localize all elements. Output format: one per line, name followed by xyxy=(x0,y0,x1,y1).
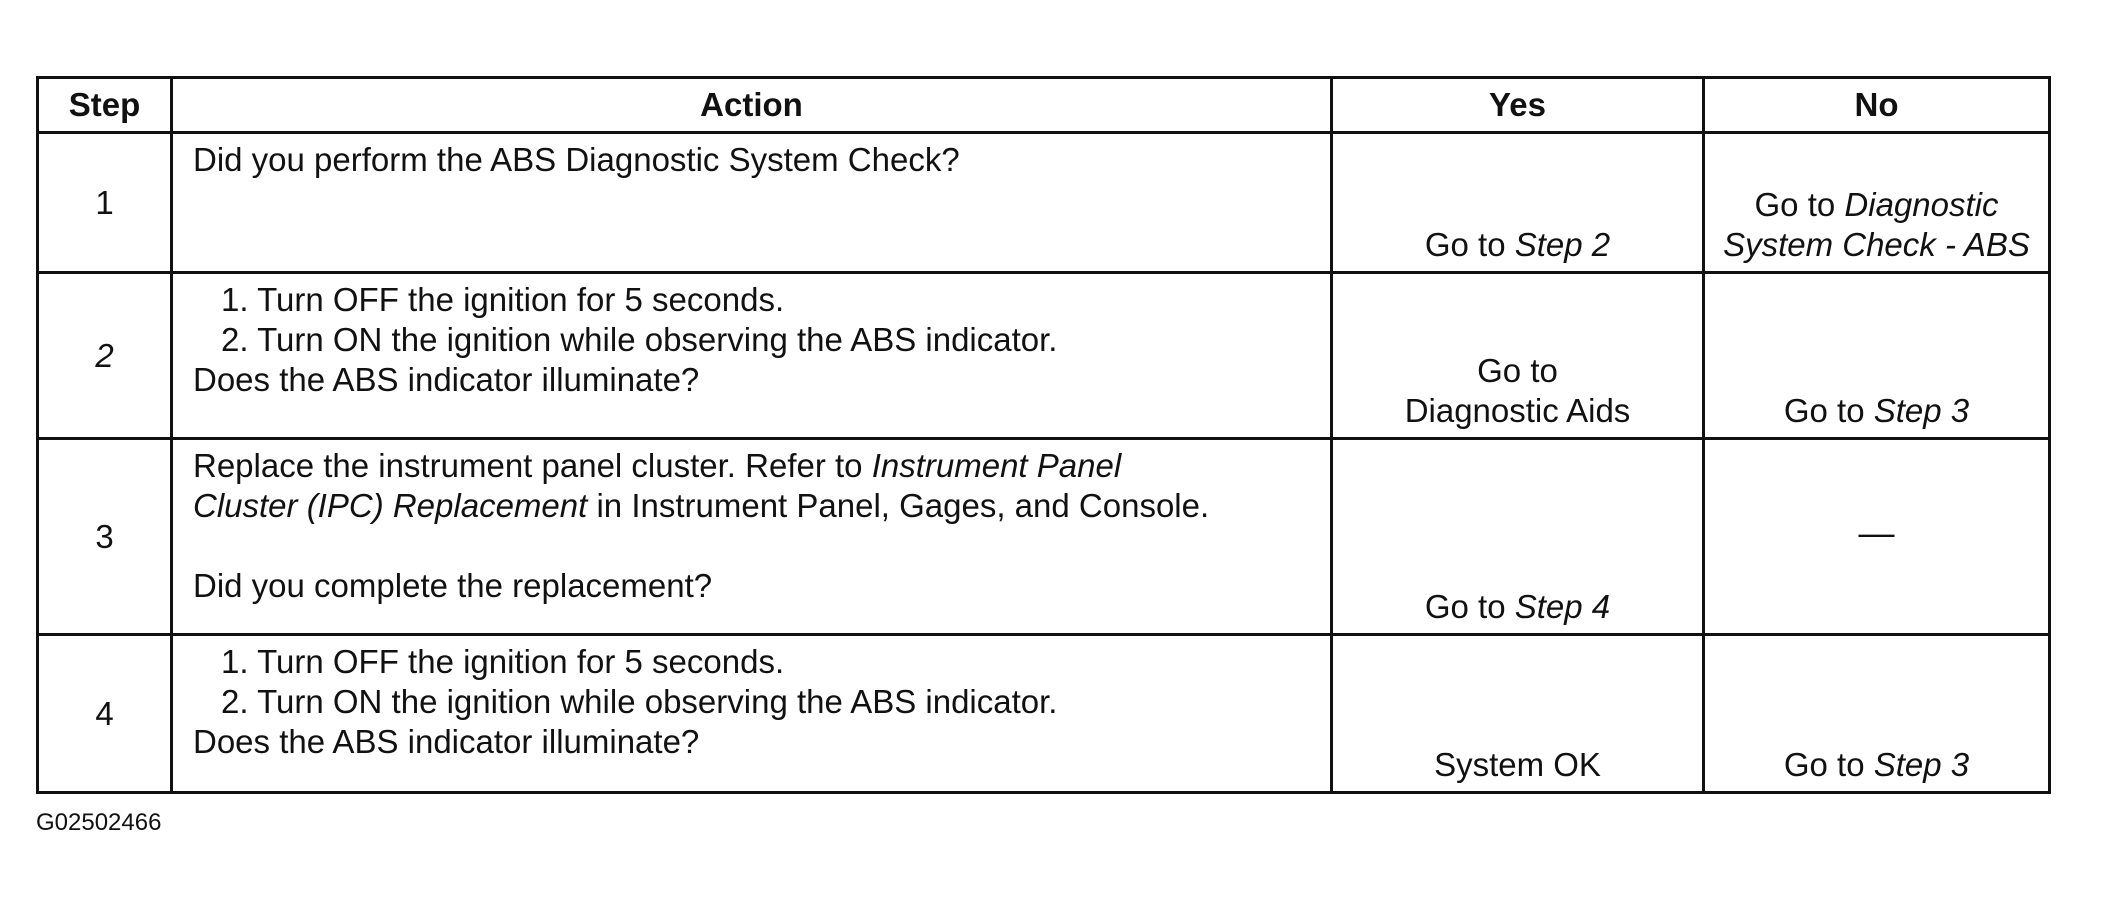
table-row xyxy=(38,133,2050,273)
yes-text: System OK xyxy=(1434,746,1601,783)
yes-cell xyxy=(1332,273,1704,439)
no-step-ref: Step 3 xyxy=(1873,746,1970,783)
action-cell xyxy=(172,439,1332,635)
table-row xyxy=(38,635,2050,793)
no-dash: — xyxy=(1858,512,1895,553)
yes-line2: Diagnostic Aids xyxy=(1404,392,1631,429)
action-cell xyxy=(172,273,1332,439)
action-ref-line2: Cluster (IPC) Replacement xyxy=(193,487,588,524)
action-line-2 xyxy=(193,486,1320,526)
action-spacer xyxy=(193,526,1320,566)
action-line-1 xyxy=(193,446,1320,486)
no-step-ref: Step 3 xyxy=(1873,392,1970,429)
yes-cell xyxy=(1332,133,1704,273)
action-question: Does the ABS indicator illuminate? xyxy=(193,361,700,398)
action-question: Does the ABS indicator illuminate? xyxy=(193,723,700,760)
yes-step-ref: Step 4 xyxy=(1514,588,1611,625)
action-question: Did you complete the replacement? xyxy=(193,567,713,604)
table-row xyxy=(38,439,2050,635)
no-cell xyxy=(1704,133,2050,273)
table-row xyxy=(38,273,2050,439)
header-yes: Yes xyxy=(1332,78,1704,133)
action-line-2-text: in Instrument Panel, Gages, and Console. xyxy=(587,487,1210,524)
no-prefix: Go to xyxy=(1783,746,1874,783)
no-prefix: Go to xyxy=(1783,392,1874,429)
yes-cell xyxy=(1332,635,1704,793)
action-cell xyxy=(172,133,1332,273)
yes-prefix: Go to xyxy=(1424,588,1515,625)
no-prefix: Go to xyxy=(1754,186,1845,223)
step-number: 3 xyxy=(38,439,172,635)
step-number: 4 xyxy=(38,635,172,793)
action-item-1: 1. Turn OFF the ignition for 5 seconds. xyxy=(221,281,785,318)
table-header-row xyxy=(38,78,2050,133)
header-action: Action xyxy=(172,78,1332,133)
action-ref-line1: Instrument Panel xyxy=(871,447,1122,484)
action-item-1: 1. Turn OFF the ignition for 5 seconds. xyxy=(221,643,785,680)
no-ref-line2: System Check - ABS xyxy=(1723,226,2030,263)
step-number: 1 xyxy=(38,133,172,273)
yes-prefix: Go to xyxy=(1424,226,1515,263)
action-item-2: 2. Turn ON the ignition while observing the ABS indicator. xyxy=(221,321,1058,358)
yes-step-ref: Step 2 xyxy=(1514,226,1611,263)
no-cell xyxy=(1704,635,2050,793)
no-cell xyxy=(1704,439,2050,635)
action-line-1-text: Replace the instrument panel cluster. Refer to xyxy=(193,447,872,484)
step-number: 2 xyxy=(38,273,172,439)
action-cell xyxy=(172,635,1332,793)
action-question: Did you perform the ABS Diagnostic System Check? xyxy=(193,141,960,178)
figure-id: G02502466 xyxy=(36,809,162,836)
header-step: Step xyxy=(38,78,172,133)
yes-line1: Go to xyxy=(1477,352,1558,389)
yes-cell xyxy=(1332,439,1704,635)
no-ref-line1: Diagnostic xyxy=(1844,186,1999,223)
diagnostic-table xyxy=(36,76,2051,794)
header-no: No xyxy=(1704,78,2050,133)
action-item-2: 2. Turn ON the ignition while observing the ABS indicator. xyxy=(221,683,1058,720)
no-cell xyxy=(1704,273,2050,439)
